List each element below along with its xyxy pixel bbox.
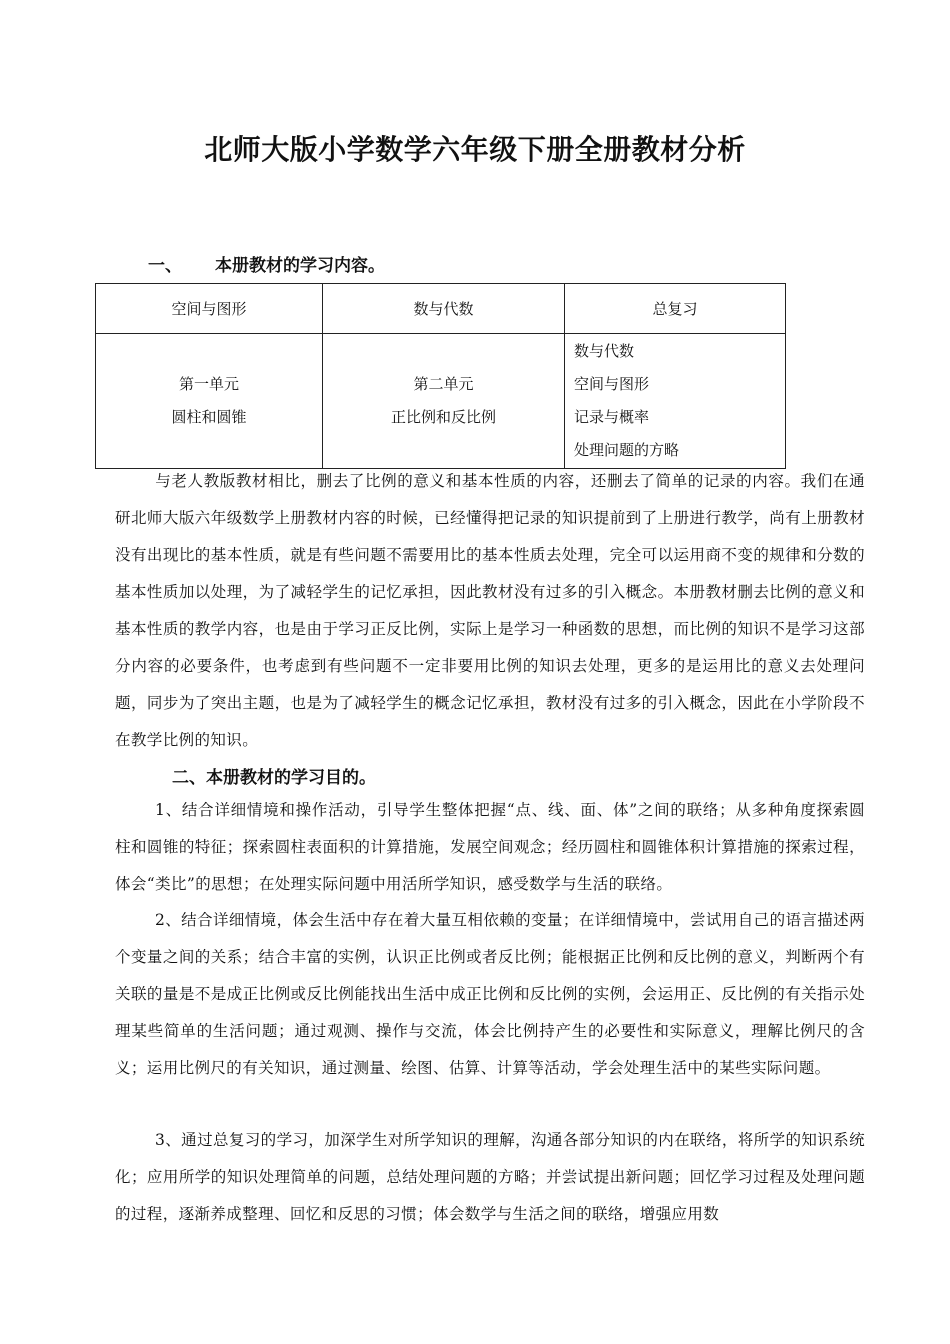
- review-item: 空间与图形: [574, 375, 650, 393]
- paragraph-text: 与老人教版教材相比，删去了比例的意义和基本性质的内容，还删去了简单的记录的内容。我们在通研北师大版六年级数学上册教材内容的时候，已经懂得把记录的知识提前到了上册进行教学，尚有上册教材没有出现比的基本性质，就是有些问题不需要用比的基本性质去处理，完全可以运用商不变的规律和分数的基本性质加以处理，为了减轻学生的记忆承担，因此教材没有过多的引入概念。本册教材删去比例的意义和基本性质的教学内容，也是由于学习正反比例，实际上是学习一种函数的思想，而比例的知识不是学习这部分内容的必要条件，也考虑到有些问题不一定非要用比例的知识去处理，更多的是运用比的意义去处理问题，同步为了突出主题，也是为了减轻学生的概念记忆承担，教材没有过多的引入概念，因此在小学阶段不在教学比例的知识。: [115, 472, 865, 749]
- goal-3-text: 3、通过总复习的学习，加深学生对所学知识的理解，沟通各部分知识的内在联络，将所学的知识系统化；应用所学的知识处理简单的问题，总结处理问题的方略；并尝试提出新问题；回忆学习过程及处理问题的过程，逐渐养成整理、回忆和反思的习惯；体会数学与生活之间的联络，增强应用数: [115, 1131, 865, 1223]
- section-2-heading: 二、本册教材的学习目的。: [172, 768, 376, 788]
- table-cell-review: [565, 334, 786, 469]
- table-header-cell: 空间与图形: [96, 284, 323, 334]
- goal-2: [115, 902, 865, 1087]
- table-header-cell: 总复习: [565, 284, 786, 334]
- unit-label: 第二单元: [413, 375, 474, 393]
- goal-2-text: 2、结合详细情境，体会生活中存在着大量互相依赖的变量；在详细情境中，尝试用自己的语言描述两个变量之间的关系；结合丰富的实例，认识正比例或者反比例；能根据正比例和反比例的意义，判断两个有关联的量是不是成正比例或反比例能找出生活中成正比例和反比例的实例，会运用正、反比例的有关指示处理某些简单的生活问题；通过观测、操作与交流，体会比例持产生的必要性和实际意义，理解比例尺的含义；运用比例尺的有关知识，通过测量、绘图、估算、计算等活动，学会处理生活中的某些实际问题。: [115, 911, 865, 1077]
- table-cell-unit2: [323, 334, 565, 469]
- document-title: 北师大版小学数学六年级下册全册教材分析: [204, 133, 746, 166]
- table-row: [96, 334, 786, 469]
- paragraph-comparison: [115, 463, 865, 759]
- section-1-text: 本册教材的学习内容。: [215, 256, 385, 276]
- goal-3: [115, 1122, 865, 1233]
- table-header-row: [96, 284, 786, 334]
- goal-1-text: 1、结合详细情境和操作活动，引导学生整体把握“点、线、面、体”之间的联络；从多种角度探索圆柱和圆锥的特征；探索圆柱表面积的计算措施，发展空间观念；经历圆柱和圆锥体积计算措施的探索过程，体会“类比”的思想；在处理实际问题中用活所学知识，感受数学与生活的联络。: [115, 801, 865, 893]
- table-cell-unit1: [96, 334, 323, 469]
- review-item: 处理问题的方略: [574, 441, 680, 459]
- table-header-cell: 数与代数: [323, 284, 565, 334]
- unit-title: 正比例和反比例: [390, 408, 496, 426]
- unit-title: 圆柱和圆锥: [171, 408, 247, 426]
- content-table: [95, 283, 786, 469]
- review-item: 记录与概率: [574, 408, 650, 426]
- review-item: 数与代数: [574, 342, 635, 360]
- unit-label: 第一单元: [178, 375, 239, 393]
- goal-1: [115, 792, 865, 903]
- section-1-number: 一、: [148, 256, 182, 276]
